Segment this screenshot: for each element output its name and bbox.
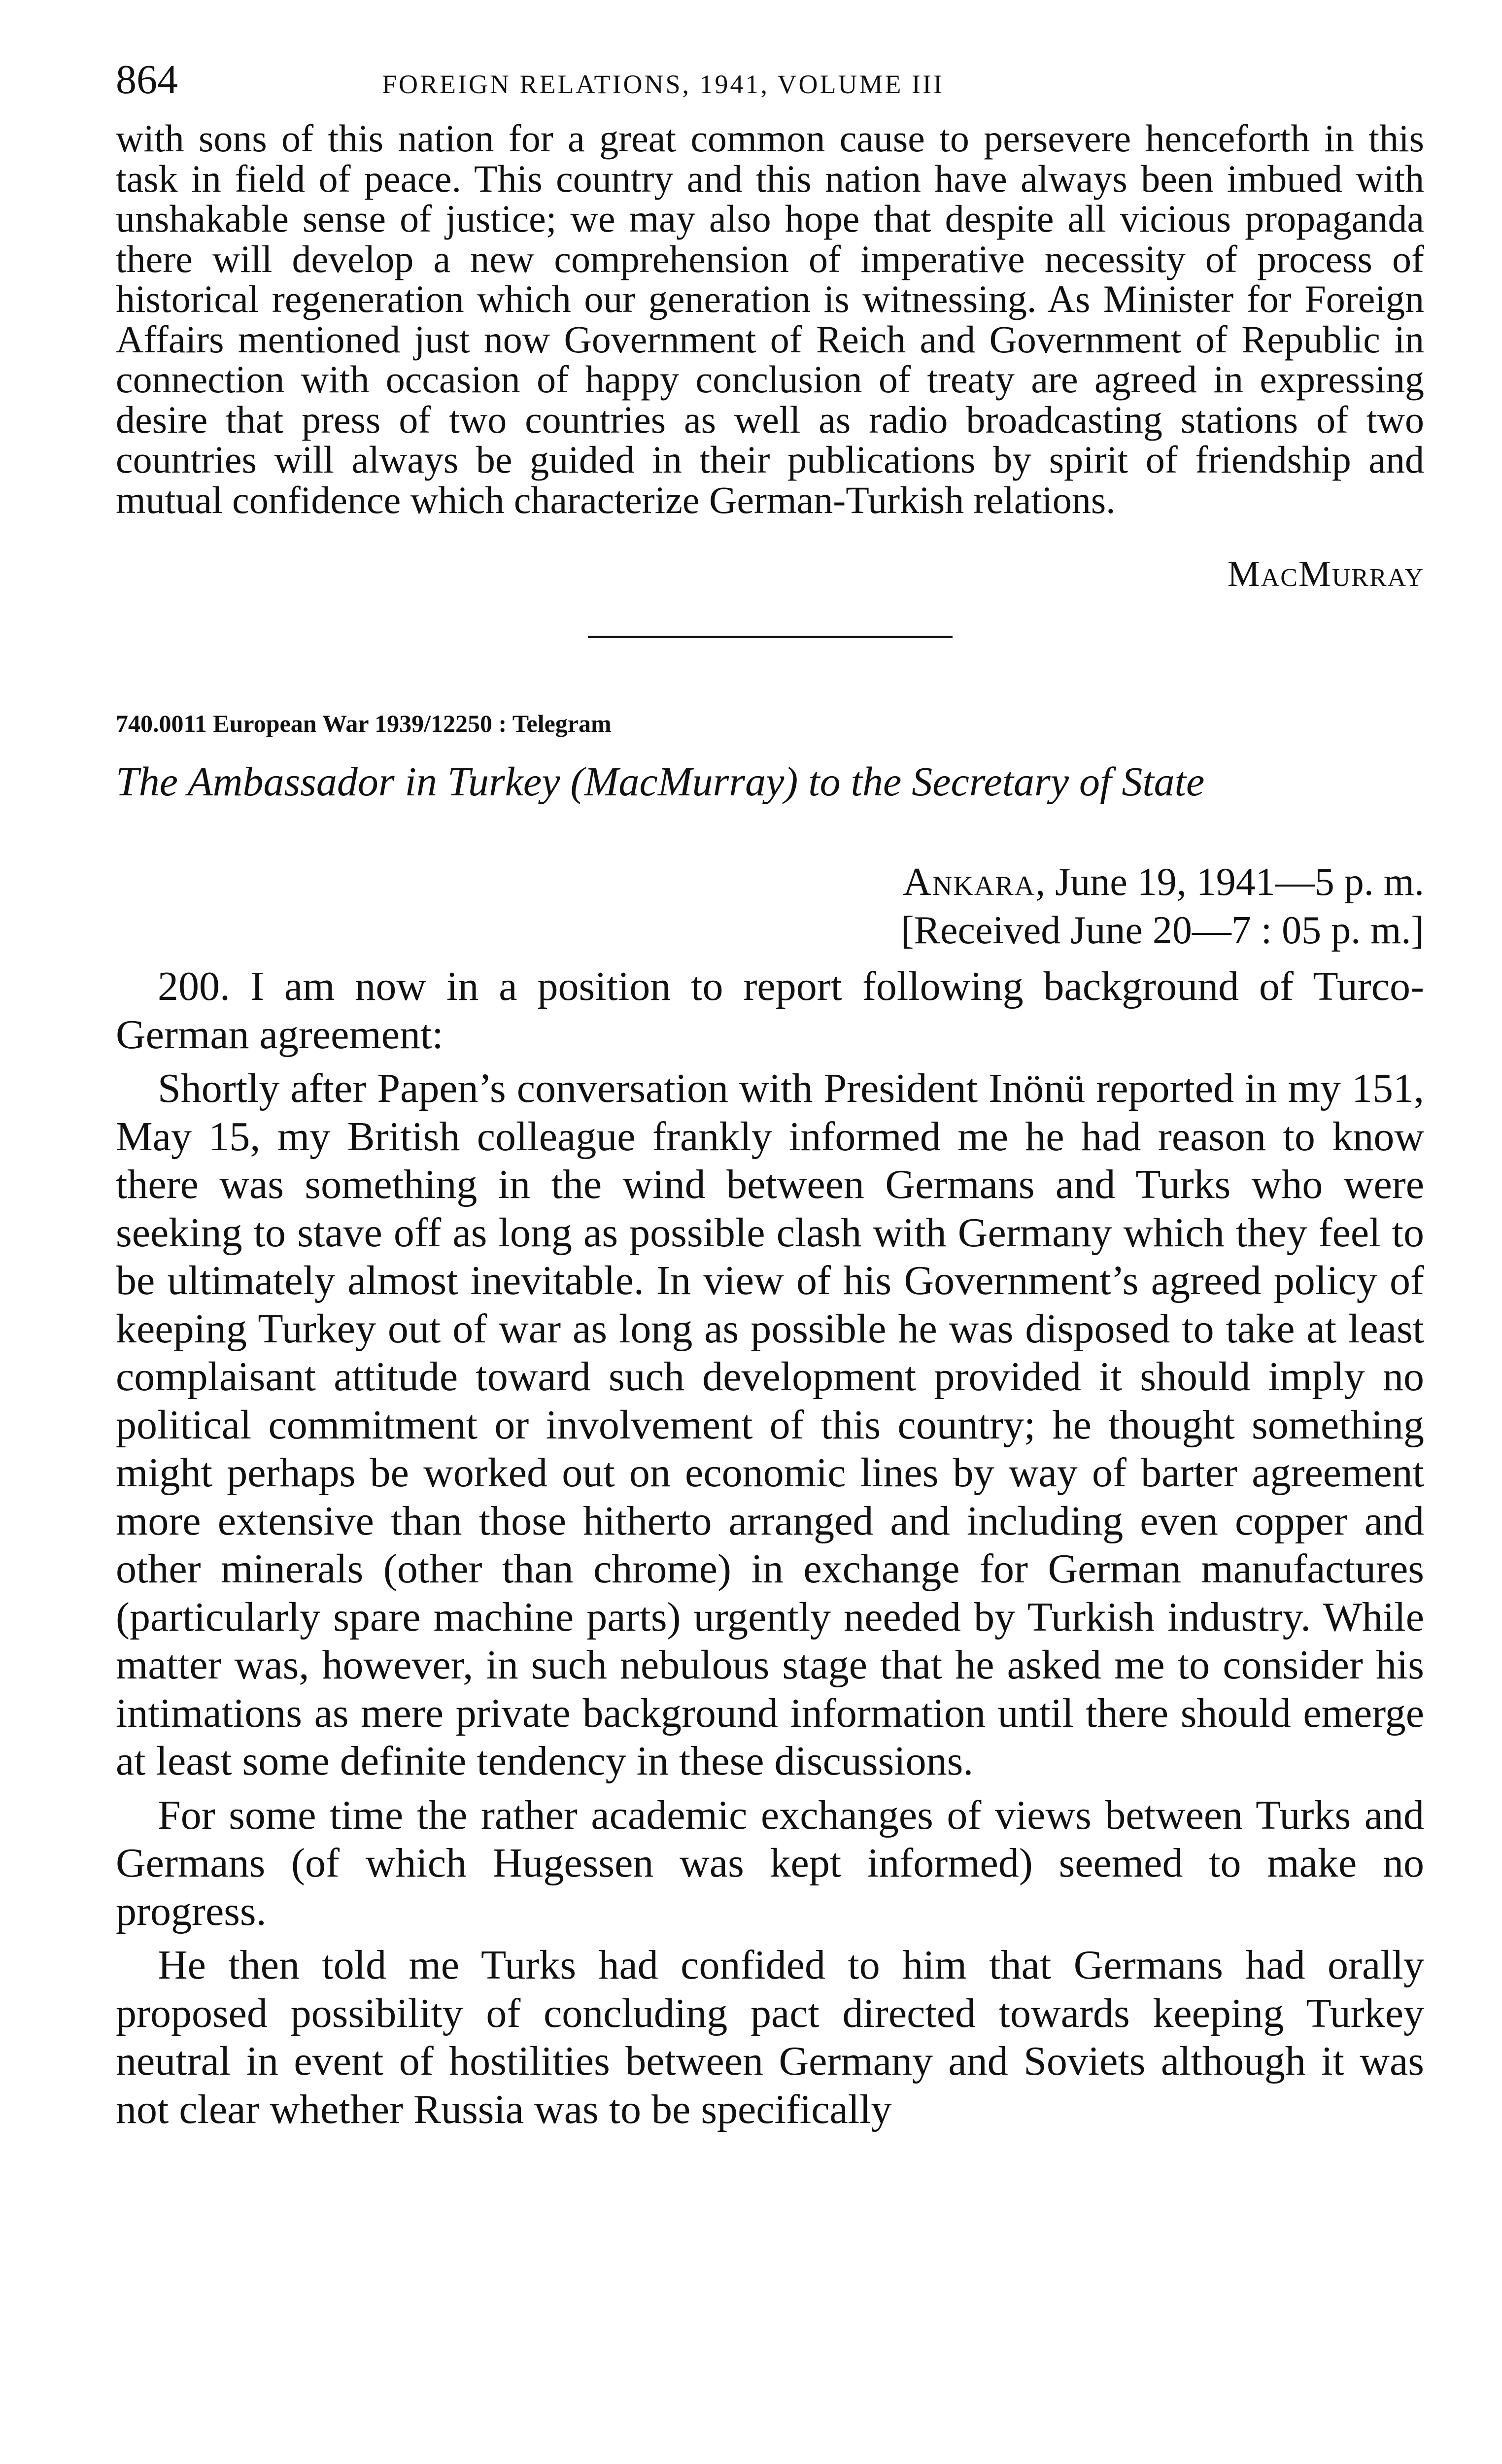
running-title: FOREIGN RELATIONS, 1941, VOLUME III xyxy=(382,69,944,99)
previous-document-continuation: with sons of this nation for a great common cause to persevere henceforth in this task in field of peace. This country and this nation have always been imbued with unshakable sense of justice; we may also hope that despite all vicious propaganda there will develop a new comprehension of imperative necessity of process of historical regeneration which our generation is witnessing. As Minister for Foreign Affairs mentioned just now Government of Reich and Government of Republic in connection with occasion of happy conclusion of treaty are agreed in expressing desire that press of two countries as well as radio broadcasting stations of two countries will always be guided in their publications by spirit of friendship and mutual confidence which characterize German-Turkish relations. xyxy=(116,117,1424,521)
section-divider xyxy=(588,636,953,638)
document-body xyxy=(116,962,1424,2133)
page-number: 864 xyxy=(116,57,178,103)
dateline-place: Ankara xyxy=(903,860,1036,904)
document-title: The Ambassador in Turkey (MacMurray) to the Secretary of State xyxy=(116,759,1205,805)
dateline-received: [Received June 20—7 : 05 p. m.] xyxy=(901,909,1424,952)
document-page xyxy=(116,59,1424,2133)
dateline xyxy=(116,858,1424,955)
file-reference: 740.0011 European War 1939/12250 : Telegram xyxy=(116,710,612,737)
signature: MacMurray xyxy=(1227,554,1424,594)
body-paragraph: For some time the rather academic exchanges of views between Turks and Germans (of which Hugessen was kept informed) seemed to make no progress. xyxy=(116,1792,1424,1934)
body-paragraph: 200. I am now in a position to report following background of Turco-German agreement: xyxy=(116,963,1424,1058)
running-head xyxy=(116,59,1424,118)
dateline-sent xyxy=(116,858,1424,906)
body-paragraph: He then told me Turks had confided to him that Germans had orally proposed possibility of concluding pact directed towards keeping Turkey neutral in event of hostilities between Germany and Soviets although it was not clear whether Russia was to be specifically xyxy=(116,1942,1424,2132)
dateline-date: , June 19, 1941—5 p. m. xyxy=(1035,860,1424,904)
body-paragraph: Shortly after Papen’s conversation with President Inönü reported in my 151, May 15, my British colleague frankly informed me he had reason to know there was something in the wind between Germans and Turks who were seeking to stave off as long as possible clash with Germany which they feel to be ultimately almost inevitable. In view of his Government’s agreed policy of keeping Turkey out of war as long as possible he was disposed to take at least complaisant attitude toward such development provided it should imply no political commitment or involvement of this country; he thought something might perhaps be worked out on economic lines by way of barter agreement more extensive than those hitherto arranged and including even copper and other minerals (other than chrome) in exchange for German manufactures (particularly spare machine parts) urgently needed by Turkish industry. While matter was, however, in such nebulous stage that he asked me to consider his intimations as mere private background information until there should emerge at least some definite tendency in these discussions. xyxy=(116,1065,1424,1784)
